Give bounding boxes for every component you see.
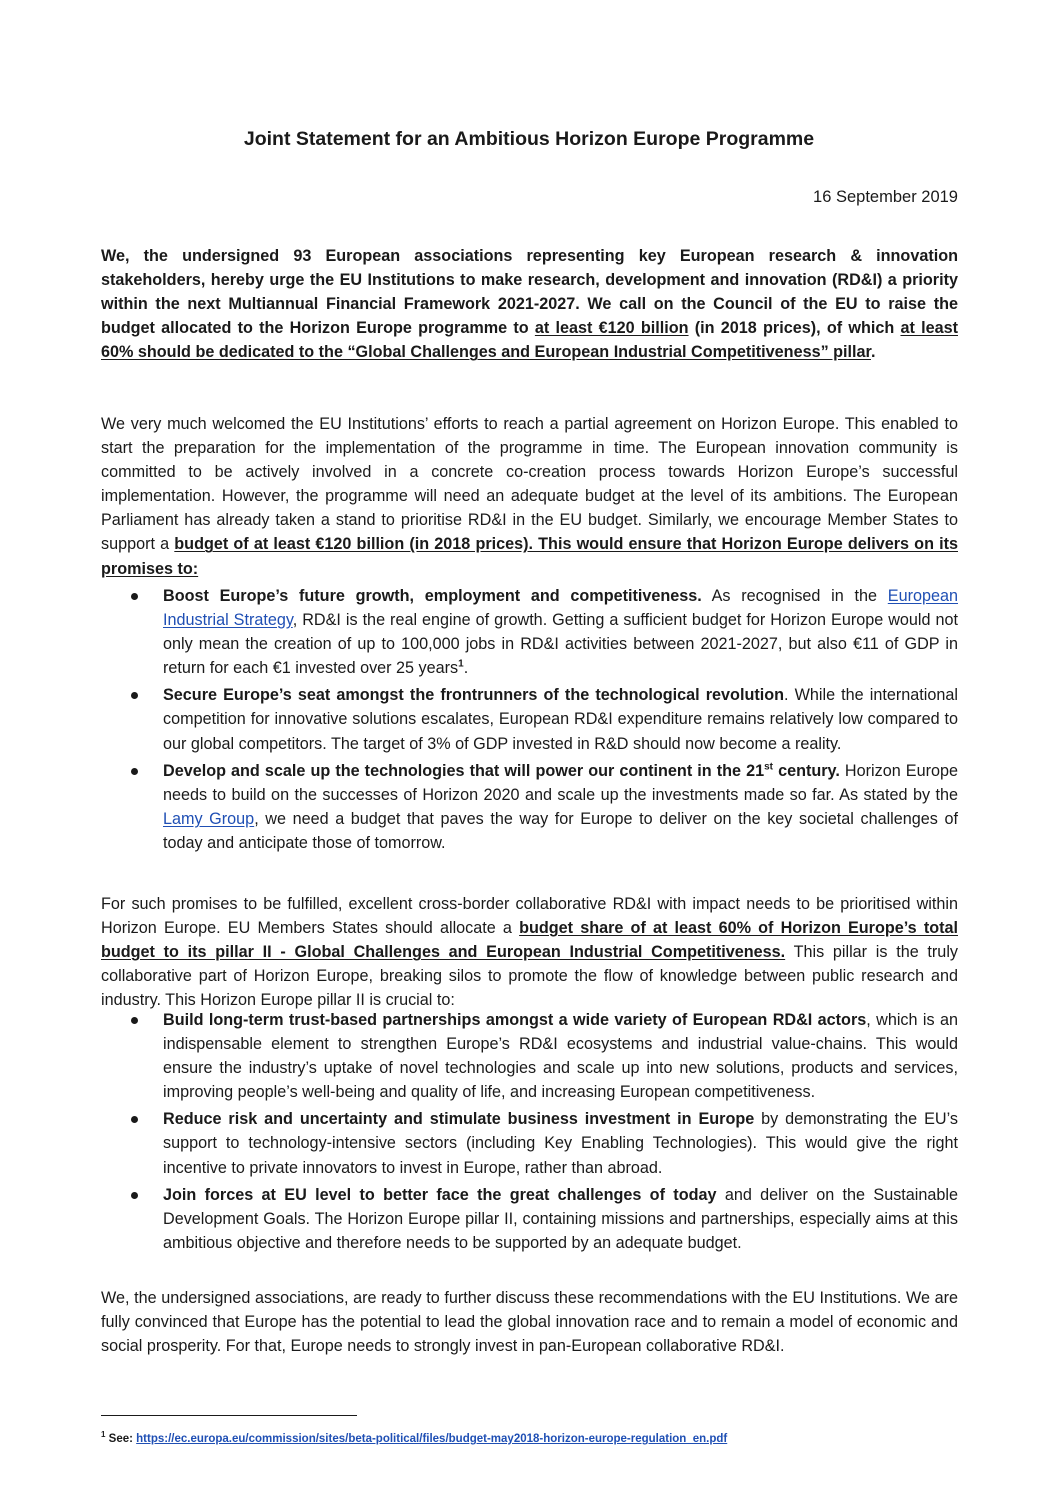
bullet-icon: [131, 1116, 138, 1123]
list-item-heading: Boost Europe’s future growth, employment and competitiveness.: [163, 587, 702, 605]
paragraph-text: This pillar is the truly collaborative part of Horizon Europe, breaking silos to promote the flow of knowledge between public research and industry. This Horizon Europe pillar II is crucial to:: [101, 943, 959, 1010]
paragraph-text: We very much welcomed the EU Institutions’ efforts to reach a partial agreement on Horizon Europe. This enabled to start the preparation for the implementation of the programme in time. The European innovation community is committed to be actively involved in a concrete co-creation process towards Horizon Europe’s successful implementation. However, the programme will need an adequate budget at the level of its ambitions. The European Parliament has already taken a stand to prioritise RD&I in the EU budget. Similarly, we encourage Member States to support a: [101, 415, 958, 554]
paragraph-text: For such promises to be fulfilled, excellent cross-border collaborative RD&I with impact needs to be prioritised within Horizon Europe. EU Members States should allocate a: [101, 895, 958, 938]
intro-pillar-highlight: at least 60% should be dedicated to the “Global Challenges and European Industrial Competitiveness” pillar: [101, 319, 958, 362]
document-title: Joint Statement for an Ambitious Horizon Europe Programme: [243, 128, 815, 150]
list-item-text: As recognised in the: [701, 587, 888, 605]
list-item: [101, 683, 958, 755]
footnote-reference: 1: [458, 658, 464, 670]
closing-paragraph: [101, 1286, 958, 1358]
intro-text: (in 2018 prices), of which: [688, 319, 901, 338]
list-item-text: . While the international competition for innovative solutions escalates, European RD&I expenditure remains relatively low compared to our global competitors. The target of 3% of GDP invested in R&D should now become a reality.: [163, 686, 958, 753]
list-item-text: , RD&I is the real engine of growth. Getting a sufficient budget for Horizon Europe would not only mean the creation of up to 100,000 jobs in RD&I activities between 2021-2027, but also €11 of GDP in return for each €1 invested over 25 years: [163, 611, 958, 678]
list-item-heading: Build long-term trust-based partnerships amongst a wide variety of European RD&I actors: [163, 1011, 867, 1029]
list-item-text: and deliver on the Sustainable Development Goals. The Horizon Europe pillar II, containing missions and partnerships, especially aims at this ambitious objective and therefore needs to be supported by an adequate budget.: [163, 1185, 958, 1252]
intro-text: We, the undersigned 93 European associations representing key European research & innovation stakeholders, hereby urge the EU Institutions to make research, development and innovation (RD&I) a priority within the next Multiannual Financial Framework 2021-2027. We call on the Council of the EU to raise the budget allocated to the Horizon Europe programme to: [101, 247, 958, 338]
ordinal-suffix: st: [764, 761, 773, 773]
list-item-heading: Reduce risk and uncertainty and stimulate business investment in Europe: [163, 1110, 755, 1129]
pillar-benefits-list: [101, 1008, 958, 1258]
budget-highlight: budget of at least €120 billion (in 2018 prices). This would ensure that Horizon Europe delivers on its promises to:: [101, 535, 958, 578]
list-item-heading-text: century.: [773, 761, 840, 780]
list-item-heading-text: Develop and scale up the technologies that will power our continent in the 21: [163, 761, 765, 780]
footnote: [101, 1430, 727, 1445]
footnote-divider: [101, 1415, 357, 1416]
intro-budget-highlight: at least €120 billion: [534, 319, 689, 338]
bullet-icon: [131, 692, 138, 699]
document-date: 16 September 2019: [813, 188, 958, 206]
footnote-link[interactable]: https://ec.europa.eu/commission/sites/beta-political/files/budget-may2018-horizon-europe-regulation_en.pdf: [136, 1432, 728, 1445]
list-item: [101, 1183, 958, 1255]
intro-paragraph: [101, 244, 958, 364]
pillar-budget-highlight: budget share of at least 60% of Horizon Europe’s total budget to its pillar II - Global Challenges and European Industrial Competitiveness.: [101, 919, 958, 962]
list-item-heading: [163, 762, 840, 780]
list-item-heading: Secure Europe’s seat amongst the frontrunners of the technological revolution: [163, 686, 784, 705]
european-industrial-strategy-link[interactable]: European Industrial Strategy: [163, 587, 958, 630]
list-item: [101, 759, 958, 855]
list-item: [101, 1107, 958, 1179]
list-item: [101, 1008, 958, 1104]
bullet-icon: [131, 768, 138, 775]
list-item: [101, 584, 958, 680]
list-item-text: , we need a budget that paves the way for Europe to deliver on the key societal challenges of today and anticipate those of tomorrow.: [163, 809, 958, 852]
footnote-mark: 1: [101, 1430, 106, 1439]
bullet-icon: [131, 1192, 138, 1199]
list-item-heading: Join forces at EU level to better face the great challenges of today: [163, 1185, 717, 1204]
footnote-label: See:: [108, 1432, 137, 1445]
list-item-text: , which is an indispensable element to strengthen Europe’s RD&I ecosystems and industrial value-chains. This would ensure the industry’s uptake of novel technologies and scale up into new solutions, products and services, improving people’s well-being and quality of life, and increasing European competitiveness.: [163, 1011, 958, 1102]
closing-text: We, the undersigned associations, are ready to further discuss these recommendations with the EU Institutions. We are fully convinced that Europe has the potential to lead the global innovation race and to remain a model of economic and social prosperity. For that, Europe needs to strongly invest in pan-European collaborative RD&I.: [101, 1289, 958, 1356]
pillar-paragraph: [101, 892, 958, 1012]
intro-text: .: [870, 343, 876, 362]
bullet-icon: [131, 1017, 138, 1024]
list-item-text: Horizon Europe needs to build on the successes of Horizon 2020 and scale up the investments made so far. As stated by the: [163, 761, 958, 804]
list-item-text: by demonstrating the EU’s support to technology-intensive sectors (including Key Enabling Technologies). This would give the right incentive to private innovators to invest in Europe, rather than abroad.: [163, 1110, 958, 1177]
lamy-group-link[interactable]: Lamy Group: [163, 809, 255, 828]
list-item-text: .: [463, 659, 469, 678]
welcome-paragraph: [101, 412, 958, 581]
promises-list: [101, 584, 958, 858]
bullet-icon: [131, 593, 138, 600]
